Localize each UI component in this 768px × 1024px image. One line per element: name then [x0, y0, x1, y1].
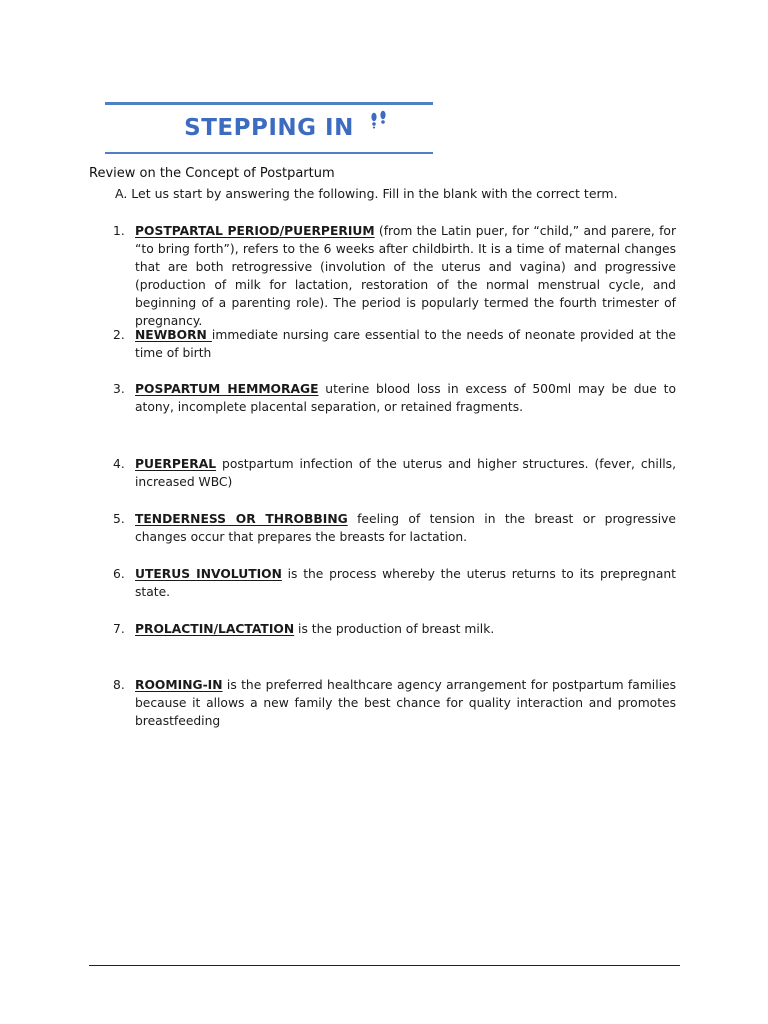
item-number: 2. — [113, 328, 125, 342]
item-description: is the preferred healthcare agency arrangement for postpartum families because it allows a new family the best chance for quality interaction and promotes breastfeeding — [135, 678, 676, 728]
list-item — [110, 222, 676, 330]
item-description: immediate nursing care essential to the needs of neonate provided at the time of birth — [135, 328, 677, 360]
item-number: 7. — [113, 622, 125, 636]
list-item — [110, 676, 676, 730]
list-item — [110, 326, 676, 362]
item-number: 8. — [113, 678, 125, 692]
section-title: Review on the Concept of Postpartum — [89, 166, 335, 181]
answer-term: POSPARTUM HEMMORAGE — [135, 382, 319, 396]
answer-term: UTERUS INVOLUTION — [135, 567, 282, 581]
item-description: (from the Latin puer, for “child,” and parere, for “to bring forth”), refers to the 6 weeks after childbirth. It is a time of maternal changes that are both retrogressive (involution of the uterus and vagina) and progressive (production of milk for lactation, restoration of the normal menstrual cycle, and beginning of a parenting role). The period is popularly termed the fourth trimester of pregnancy. — [135, 224, 676, 328]
list-item — [110, 620, 676, 638]
item-description: feeling of tension in the breast or progressive changes occur that prepares the breasts for lactation. — [135, 512, 676, 544]
footprints-icon — [368, 109, 390, 131]
list-item — [110, 380, 676, 416]
item-description: is the production of breast milk. — [294, 622, 495, 636]
answer-term: PUERPERAL — [135, 457, 217, 471]
instruction-text: A. Let us start by answering the following. Fill in the blank with the correct term. — [115, 186, 618, 201]
list-item — [110, 510, 676, 546]
item-number: 6. — [113, 567, 125, 581]
banner — [105, 102, 433, 154]
banner-title: STEPPING IN — [184, 115, 354, 141]
answer-term: POSTPARTAL PERIOD/PUERPERIUM — [135, 224, 375, 238]
footer-divider — [89, 965, 680, 966]
item-number: 3. — [113, 382, 125, 396]
answer-term: NEWBORN — [135, 328, 212, 342]
list-item — [110, 565, 676, 601]
answer-term: PROLACTIN/LACTATION — [135, 622, 295, 636]
list-item — [110, 455, 676, 491]
item-number: 5. — [113, 512, 125, 526]
answer-term: TENDERNESS OR THROBBING — [135, 512, 348, 526]
answer-term: ROOMING-IN — [135, 678, 223, 692]
item-number: 4. — [113, 457, 125, 471]
item-description: postpartum infection of the uterus and higher structures. (fever, chills, increased WBC) — [135, 457, 676, 489]
item-number: 1. — [113, 224, 125, 238]
item-description: is the process whereby the uterus returns to its prepregnant state. — [135, 567, 677, 599]
item-description: uterine blood loss in excess of 500ml may be due to atony, incomplete placental separation, or retained fragments. — [135, 382, 676, 414]
